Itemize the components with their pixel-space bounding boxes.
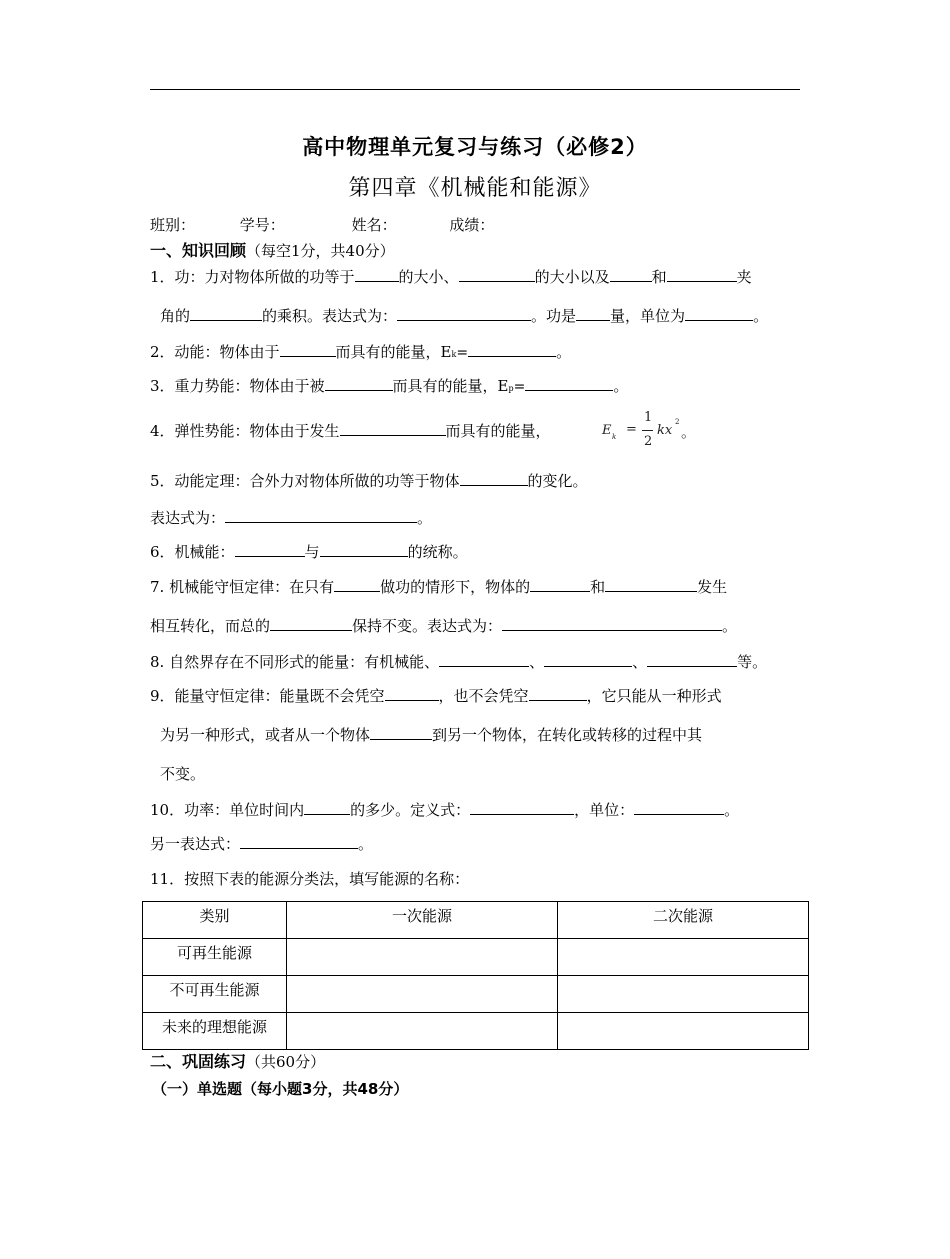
q8-line — [150, 652, 767, 672]
row-label: 不可再生能源 — [143, 976, 287, 1013]
blank[interactable] — [439, 652, 529, 667]
q7-line2 — [150, 616, 737, 636]
formula-k-sub: k — [612, 433, 617, 441]
q1-text: 。功是 — [531, 307, 577, 325]
q1-text: 的乘积。表达式为： — [262, 307, 398, 325]
q4-text: 而具有的能量， — [445, 422, 551, 440]
q7-text: 做功的情形下，物体的 — [380, 578, 531, 596]
blank[interactable] — [325, 376, 393, 391]
section2-title: 二、巩固练习 — [150, 1052, 247, 1071]
table-header-cell: 类别 — [143, 902, 287, 939]
q10-line1 — [150, 800, 739, 820]
blank[interactable] — [235, 542, 305, 557]
page-title: 高中物理单元复习与练习（必修2） — [302, 135, 648, 159]
table-header-cell: 一次能源 — [287, 902, 558, 939]
formula-numerator: 1 — [644, 410, 653, 425]
q8-text: 、 — [632, 653, 648, 671]
q5-line2 — [150, 508, 432, 528]
q5-line1 — [150, 471, 588, 491]
equals: = — [456, 345, 469, 361]
answer-cell[interactable] — [287, 939, 558, 976]
q8-text: 等。 — [737, 653, 768, 671]
q10-text: 另一表达式： — [150, 835, 241, 853]
table-header-cell: 二次能源 — [558, 902, 809, 939]
q9-line1 — [150, 686, 722, 706]
blank[interactable] — [460, 471, 528, 486]
blank[interactable] — [525, 376, 613, 391]
q11-text: 11．按照下表的能源分类法，填写能源的名称： — [150, 870, 470, 888]
answer-cell[interactable] — [287, 1013, 558, 1050]
formula-denominator: 2 — [644, 434, 653, 449]
header-rule — [150, 89, 800, 90]
q1-text: 的大小、 — [398, 268, 459, 286]
q9-text: ，也不会凭空 — [438, 687, 529, 705]
q6-text: 与 — [304, 543, 320, 561]
section1-heading — [150, 241, 395, 261]
blank[interactable] — [370, 725, 432, 740]
q4-text: 4．弹性势能：物体由于发生 — [150, 422, 340, 440]
blank[interactable] — [304, 800, 350, 815]
blank[interactable] — [605, 577, 697, 592]
section1-note: （每空1分，共40分） — [246, 242, 395, 260]
fraction-bar — [642, 430, 653, 431]
q9-text: 为另一种形式，或者从一个物体 — [160, 726, 371, 744]
q6-text: 的统称。 — [407, 543, 468, 561]
elastic-energy-formula — [602, 410, 697, 454]
q7-text: 相互转化，而总的 — [150, 617, 271, 635]
subsection1-title: （一）单选题（每小题3分，共48分） — [152, 1080, 409, 1098]
q10-text: 10．功率：单位时间内 — [150, 801, 305, 819]
q1-text: 的大小以及 — [534, 268, 610, 286]
formula-E: E — [602, 423, 612, 438]
q9-line2 — [160, 725, 702, 745]
q1-text: 1．功：力对物体所做的功等于 — [150, 268, 355, 286]
blank[interactable] — [502, 616, 722, 631]
blank[interactable] — [685, 306, 753, 321]
q4-end: 。 — [681, 423, 697, 441]
section2-heading — [150, 1052, 325, 1072]
blank[interactable] — [459, 267, 535, 282]
blank[interactable] — [280, 342, 336, 357]
row-label: 未来的理想能源 — [143, 1013, 287, 1050]
q2-text: 而具有的能量，E — [335, 343, 452, 361]
answer-cell[interactable] — [287, 976, 558, 1013]
q3-text: 3．重力势能：物体由于被 — [150, 377, 325, 395]
blank[interactable] — [240, 834, 358, 849]
chapter-title: 第四章《机械能和能源》 — [348, 176, 602, 201]
q1-text: 角的 — [160, 307, 191, 325]
q10-line2 — [150, 834, 373, 854]
blank[interactable] — [270, 616, 352, 631]
blank[interactable] — [397, 306, 531, 321]
q1-line2 — [160, 306, 768, 326]
row-label: 可再生能源 — [143, 939, 287, 976]
answer-cell[interactable] — [558, 939, 809, 976]
section1-title: 一、知识回顾 — [150, 241, 247, 260]
q1-line1 — [150, 267, 752, 287]
blank[interactable] — [530, 577, 590, 592]
q8-text: 、 — [529, 653, 545, 671]
student-info-row — [150, 215, 494, 235]
q6-text: 6．机械能： — [150, 543, 235, 561]
blank[interactable] — [634, 800, 724, 815]
q1-text: 夹 — [736, 268, 752, 286]
id-label: 学号： — [239, 216, 285, 234]
name-label: 姓名： — [351, 216, 397, 234]
score-label: 成绩： — [449, 216, 495, 234]
blank[interactable] — [667, 267, 737, 282]
table-row — [143, 939, 809, 976]
blank[interactable] — [355, 267, 399, 282]
blank[interactable] — [320, 542, 408, 557]
blank[interactable] — [340, 421, 446, 436]
q5-text: 的变化。 — [527, 472, 588, 490]
q10-text: 。 — [358, 835, 374, 853]
q2-text: 2．动能：物体由于 — [150, 343, 280, 361]
q9-text: ，它只能从一种形式 — [586, 687, 722, 705]
formula-equals: = — [626, 422, 637, 437]
q8-text: 8. 自然界存在不同形式的能量：有机械能、 — [150, 653, 440, 671]
q7-text: 发生 — [697, 578, 728, 596]
q7-text: 保持不变。表达式为： — [352, 617, 503, 635]
q9-text: 9．能量守恒定律：能量既不会凭空 — [150, 687, 385, 705]
q4-line — [150, 421, 551, 441]
blank[interactable] — [190, 306, 262, 321]
q10-text: ，单位： — [574, 801, 635, 819]
q7-text: 和 — [590, 578, 606, 596]
blank[interactable] — [468, 342, 556, 357]
table-row — [143, 976, 809, 1013]
energy-classification-table — [142, 901, 809, 1050]
q10-text: 。 — [724, 801, 740, 819]
blank[interactable] — [610, 267, 652, 282]
q9-text: 到另一个物体，在转化或转移的过程中其 — [432, 726, 703, 744]
answer-cell[interactable] — [558, 1013, 809, 1050]
q9-line3 — [160, 764, 205, 784]
answer-cell[interactable] — [558, 976, 809, 1013]
subscript: p — [508, 384, 514, 393]
q5-text: 表达式为： — [150, 509, 226, 527]
subsection1-heading — [152, 1079, 408, 1099]
q5-text: 。 — [417, 509, 433, 527]
q7-text: 7. 机械能守恒定律：在只有 — [150, 578, 335, 596]
blank[interactable] — [225, 508, 417, 523]
formula-kx: kx — [657, 423, 673, 438]
section2-note: （共60分） — [246, 1053, 326, 1071]
q1-text: 和 — [651, 268, 667, 286]
q5-text: 5．动能定理：合外力对物体所做的功等于物体 — [150, 472, 460, 490]
q11-line — [150, 869, 469, 889]
q2-text: 。 — [556, 343, 572, 361]
q9-text: 不变。 — [160, 765, 206, 783]
blank[interactable] — [385, 686, 439, 701]
blank[interactable] — [647, 652, 737, 667]
q6-line — [150, 542, 468, 562]
blank[interactable] — [576, 306, 610, 321]
q7-text: 。 — [722, 617, 738, 635]
blank[interactable] — [544, 652, 632, 667]
subscript: k — [451, 350, 457, 359]
q3-line — [150, 376, 628, 399]
blank[interactable] — [334, 577, 380, 592]
formula-exponent: 2 — [675, 418, 680, 426]
table-row — [143, 1013, 809, 1050]
blank[interactable] — [529, 686, 587, 701]
equals: = — [513, 379, 526, 395]
q3-text: 。 — [613, 377, 629, 395]
q2-line — [150, 342, 571, 365]
q10-text: 的多少。定义式： — [350, 801, 471, 819]
class-label: 班别： — [150, 216, 196, 234]
q3-text: 而具有的能量，E — [392, 377, 509, 395]
q1-text: 量，单位为 — [610, 307, 686, 325]
blank[interactable] — [470, 800, 574, 815]
q7-line1 — [150, 577, 727, 597]
q1-text: 。 — [753, 307, 769, 325]
table-header-row — [143, 902, 809, 939]
